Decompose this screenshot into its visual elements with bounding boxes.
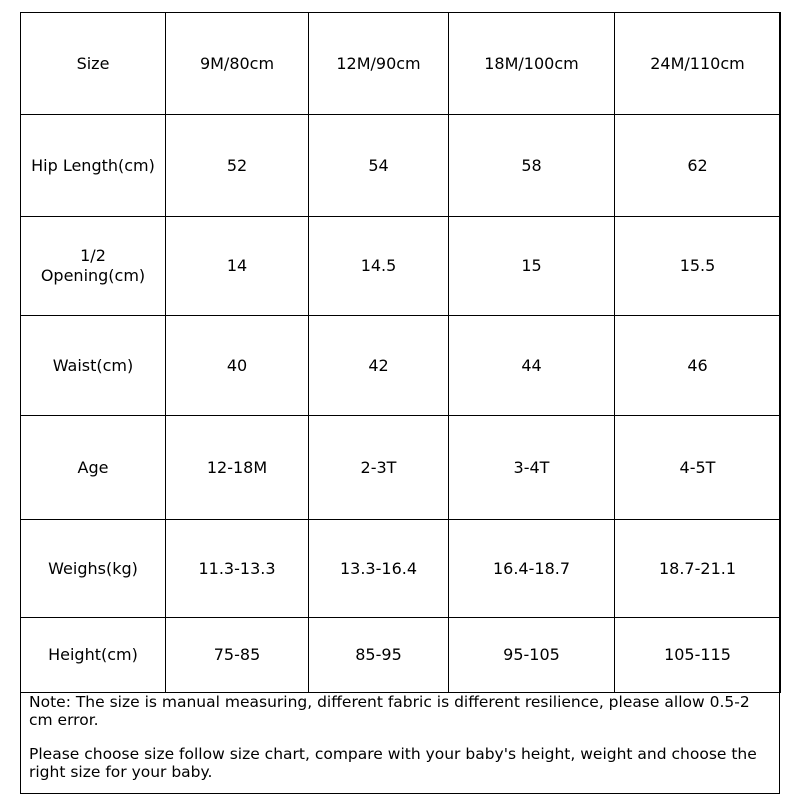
header-size-cell: 18M/100cm <box>449 13 615 115</box>
table-header-row <box>21 13 781 115</box>
value-cell: 2-3T <box>309 416 449 520</box>
value-cell: 95-105 <box>449 618 615 693</box>
size-chart <box>20 12 780 794</box>
value-cell: 44 <box>449 316 615 416</box>
value-cell: 75-85 <box>166 618 309 693</box>
value-cell: 4-5T <box>615 416 781 520</box>
row-label-cell: Weighs(kg) <box>21 520 166 618</box>
value-cell: 15.5 <box>615 217 781 316</box>
table-row <box>21 115 781 217</box>
value-cell: 12-18M <box>166 416 309 520</box>
header-size-cell: 12M/90cm <box>309 13 449 115</box>
row-label-cell: Height(cm) <box>21 618 166 693</box>
notes-section <box>29 693 771 781</box>
value-cell: 42 <box>309 316 449 416</box>
value-cell: 46 <box>615 316 781 416</box>
row-label-cell: Age <box>21 416 166 520</box>
value-cell: 62 <box>615 115 781 217</box>
value-cell: 58 <box>449 115 615 217</box>
value-cell: 11.3-13.3 <box>166 520 309 618</box>
value-cell: 15 <box>449 217 615 316</box>
table-row <box>21 618 781 693</box>
value-cell: 16.4-18.7 <box>449 520 615 618</box>
value-cell: 14.5 <box>309 217 449 316</box>
row-label-cell: Waist(cm) <box>21 316 166 416</box>
table-row <box>21 520 781 618</box>
value-cell: 3-4T <box>449 416 615 520</box>
header-size-cell: 9M/80cm <box>166 13 309 115</box>
value-cell: 18.7-21.1 <box>615 520 781 618</box>
note-choose-size: Please choose size follow size chart, compare with your baby's height, weight and choose the right size for your baby. <box>29 745 757 781</box>
header-size-cell: 24M/110cm <box>615 13 781 115</box>
value-cell: 14 <box>166 217 309 316</box>
value-cell: 54 <box>309 115 449 217</box>
row-label-cell: Hip Length(cm) <box>21 115 166 217</box>
table-row <box>21 217 781 316</box>
table-row <box>21 416 781 520</box>
size-table <box>20 12 781 693</box>
note-measuring: Note: The size is manual measuring, different fabric is different resilience, please allow 0.5-2 cm error. <box>29 693 750 729</box>
row-label-cell: 1/2 Opening(cm) <box>21 217 166 316</box>
value-cell: 105-115 <box>615 618 781 693</box>
value-cell: 85-95 <box>309 618 449 693</box>
value-cell: 13.3-16.4 <box>309 520 449 618</box>
header-label-cell: Size <box>21 13 166 115</box>
value-cell: 52 <box>166 115 309 217</box>
value-cell: 40 <box>166 316 309 416</box>
table-row <box>21 316 781 416</box>
